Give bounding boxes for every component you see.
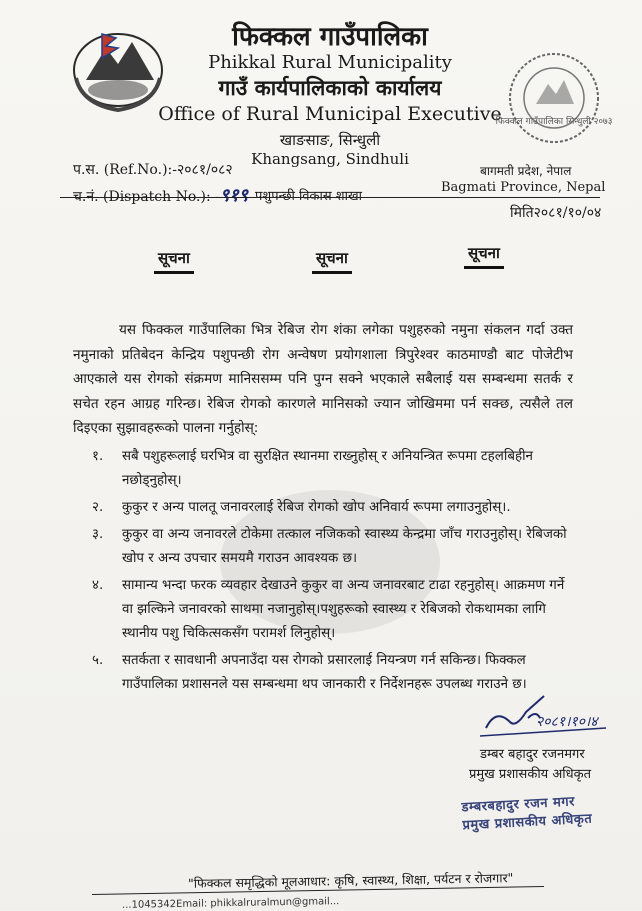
signature-date: २०८१।१०।४ bbox=[536, 714, 598, 730]
dispatch-label: च.नं. (Dispatch No.): - bbox=[73, 189, 220, 205]
handwritten-signature bbox=[466, 688, 616, 744]
list-item bbox=[92, 496, 570, 520]
ref-value: -२०८१/०८२ bbox=[172, 162, 233, 178]
list-text: सामान्य भन्दा फरक व्यवहार देखाउने कुकुर वा अन्य जनावरबाट टाढा रहनुहोस्। आक्रमण गर्ने वा झल्किने जनावरको साथमा नजानुहोस्।पशुहरूको स्वास्थ्य र रेबिजको रोकथामका लागि स्थानीय पशु चिकित्सकसँग परामर्श लिनुहोस्। bbox=[122, 578, 565, 641]
signatory-title: प्रमुख प्रशासकीय अधिकृत bbox=[469, 767, 592, 782]
municipal-seal bbox=[495, 48, 613, 148]
letter-date: मिति२०८१/१०/०४ bbox=[510, 205, 602, 221]
list-text: कुकुर र अन्य पालतू जनावरलाई रेबिज रोगको खोप अनिवार्य रूपमा लगाउनुहोस्।. bbox=[122, 500, 511, 515]
footer-motto: "फिक्कल समृद्धिको मूलआधार: कृषि, स्वास्थ्य, शिक्षा, पर्यटन र रोजगार" bbox=[187, 870, 514, 891]
notice-label: सूचना bbox=[154, 246, 194, 274]
list-item bbox=[92, 445, 570, 493]
stamp-line: डम्बरबहादुर रजन मगर bbox=[461, 794, 576, 816]
list-item bbox=[92, 574, 570, 646]
footer-contact: ...1045342Email: phikkalruralmun@gmail... bbox=[121, 896, 340, 911]
list-number: ५. bbox=[92, 653, 104, 668]
header-divider bbox=[60, 197, 600, 198]
notice-body-paragraph: यस फिक्कल गाउँपालिका भित्र रेबिज रोग शंका लगेका पशुहरुको नमुना संकलन गर्दा उक्त नमुनाको प्रतिबेदन केन्द्रिय पशुपन्छी रोग अन्वेषण प्रयोगशाला त्रिपुरेश्वर काठमाण्डौ बाट पोजेटीभ आएकाले यस रोगको संक्रमण मानिससम्म पनि पुग्न सक्ने भएकाले सबैलाई यस सम्बन्धमा सतर्क र सचेत रहन आग्रह गरिन्छ। रेबिज रोगको कारणले मानिसको ज्यान जोखिममा पर्न सक्छ, त्यसैले तल दिइएका सुझावहरूको पालना गर्नुहोस्: bbox=[73, 322, 573, 436]
letterhead bbox=[150, 22, 510, 168]
list-number: ४. bbox=[92, 578, 104, 593]
reference-number bbox=[73, 160, 233, 179]
stamp-line: प्रमुख प्रशासकीय अधिकृत bbox=[462, 811, 593, 834]
official-stamp bbox=[461, 793, 593, 836]
list-number: ३. bbox=[92, 527, 104, 542]
place-en: Khangsang, Sindhuli bbox=[251, 150, 409, 168]
province-np: बागमती प्रदेश, नेपाल bbox=[480, 164, 572, 178]
signatory-name: डम्बर बहादुर रजनमगर bbox=[480, 747, 585, 762]
org-name-np: फिक्कल गाउँपालिका bbox=[232, 22, 428, 52]
place-np: खाङसाङ, सिन्धुली bbox=[279, 131, 381, 149]
advice-list bbox=[92, 445, 570, 700]
section-name: पशुपन्छी विकास शाखा bbox=[255, 189, 363, 204]
list-text: कुकुर वा अन्य जनावरले टोकेमा तत्काल नजिकको स्वास्थ्य केन्द्रमा जाँच गराउनुहोस्। रेबिजको खोप र अन्य उपचार समयमै गराउन आवश्यक छ। bbox=[122, 527, 567, 566]
notice-label: सूचना bbox=[312, 246, 352, 274]
org-name-en: Phikkal Rural Municipality bbox=[208, 52, 452, 73]
ref-label: प.स. (Ref.No.): bbox=[73, 162, 173, 178]
list-number: २. bbox=[92, 500, 104, 515]
dispatch-number bbox=[73, 183, 248, 207]
list-text: सबै पशुहरूलाई घरभित्र वा सुरक्षित स्थानमा राख्नुहोस् र अनियन्त्रित रूपमा टहलबिहीन नछोड्नुहोस्। bbox=[122, 449, 533, 488]
seal-text: फिक्कल गाउँपालिका सिन्धुली २०७३ bbox=[495, 117, 613, 127]
dispatch-value: ९१९ bbox=[219, 185, 248, 206]
list-number: १. bbox=[92, 449, 104, 464]
list-text: सतर्कता र सावधानी अपनाउँदा यस रोगको प्रसारलाई नियन्त्रण गर्न सकिन्छ। फिक्कल गाउँपालिका प्रशासनले यस सम्बन्धमा थप जानकारी र निर्देशनहरू उपलब्ध गराउने छ। bbox=[122, 653, 527, 692]
office-name-np: गाउँ कार्यपालिकाको कार्यालय bbox=[218, 75, 442, 100]
list-item bbox=[92, 523, 570, 571]
office-name-en: Office of Rural Municipal Executive bbox=[158, 103, 502, 125]
notice-label: सूचना bbox=[464, 241, 504, 269]
province-en: Bagmati Province, Nepal bbox=[441, 180, 606, 195]
